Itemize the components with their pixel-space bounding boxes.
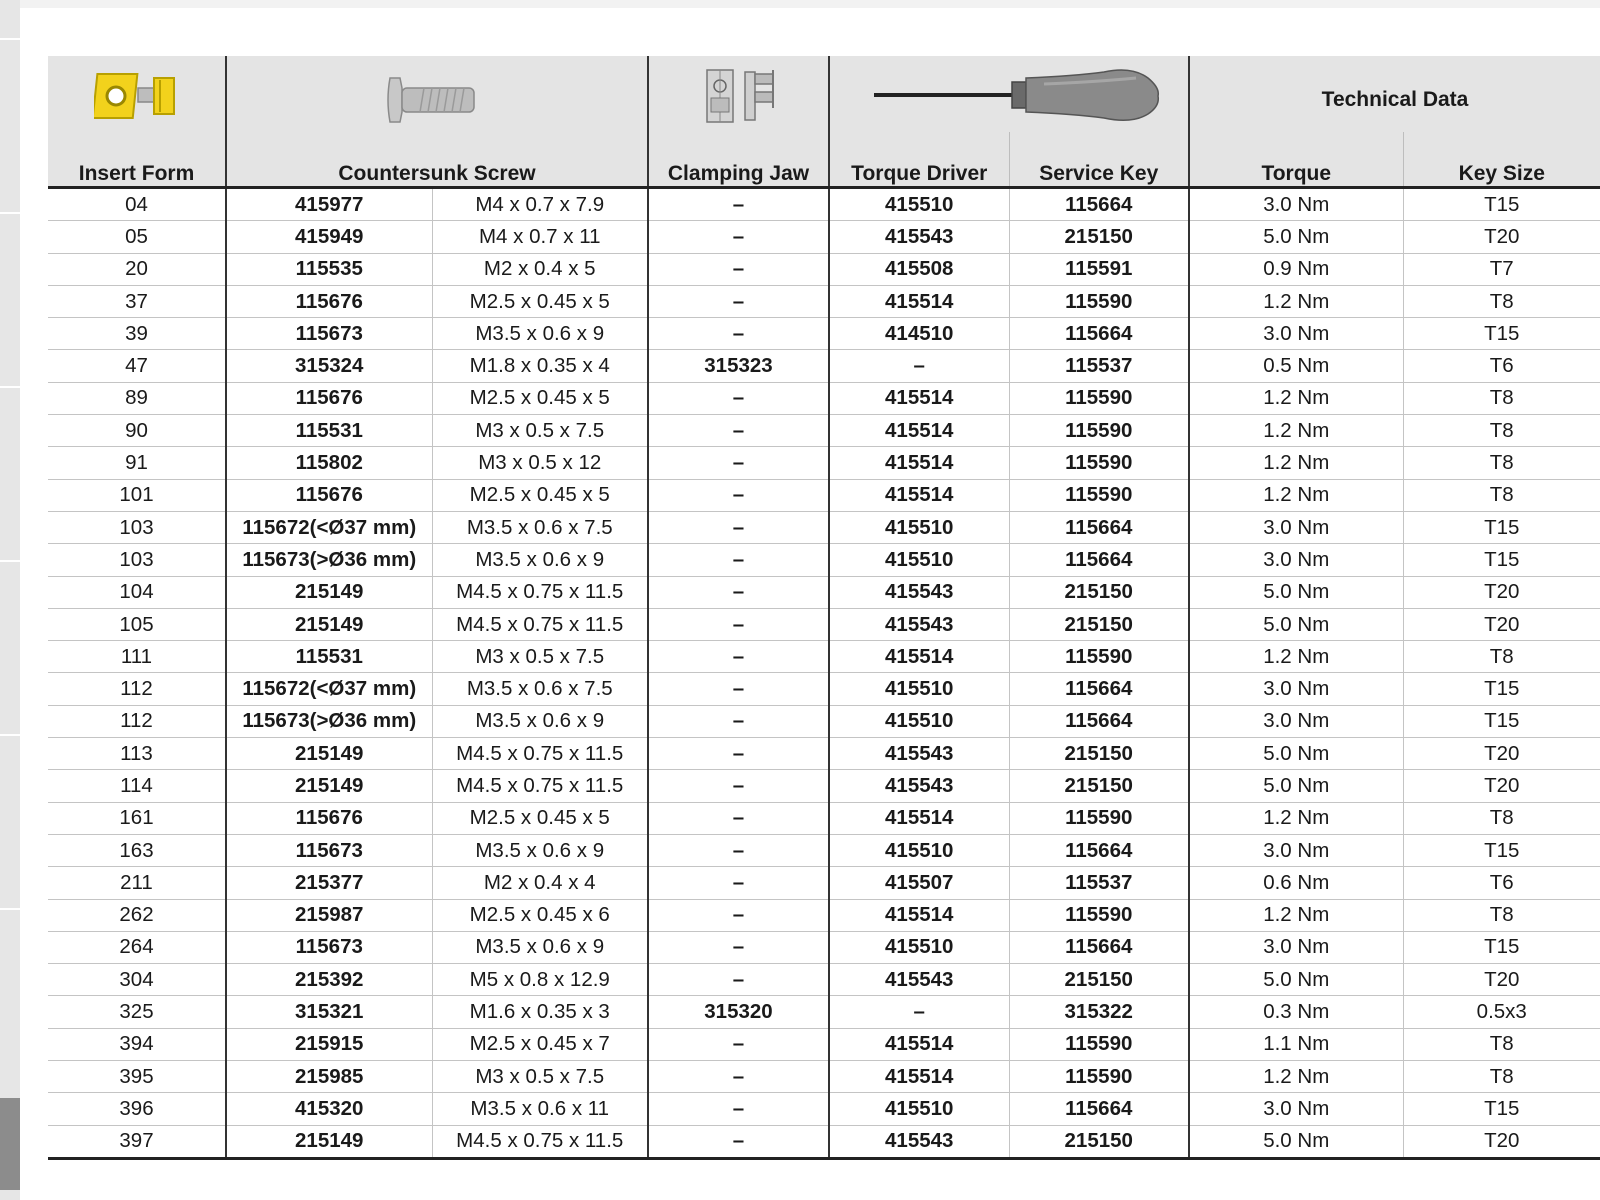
torque-driver-cell: 415543 [829,1125,1009,1158]
clamping-jaw-cell: – [648,834,829,866]
table-row [48,641,1600,673]
insert-form-cell: 264 [48,931,226,963]
key-size-cell: T20 [1403,738,1600,770]
torque-driver-icon [830,64,1188,132]
table-row [48,738,1600,770]
insert-form-cell: 397 [48,1125,226,1158]
clamping-jaw-cell: – [648,738,829,770]
service-key-cell: 115590 [1009,447,1189,479]
screw-thread-cell: M2 x 0.4 x 5 [432,253,648,285]
key-size-cell: T7 [1403,253,1600,285]
table-row [48,802,1600,834]
torque-value-cell: 3.0 Nm [1189,318,1403,350]
clamping-jaw-cell: – [648,1093,829,1125]
screw-part-number-cell: 115676 [226,802,432,834]
torque-driver-cell: 415514 [829,899,1009,931]
table-row [48,1061,1600,1093]
key-size-cell: T6 [1403,350,1600,382]
clamping-jaw-cell: – [648,479,829,511]
top-strip [20,0,1600,8]
insert-form-cell: 396 [48,1093,226,1125]
insert-form-cell: 111 [48,641,226,673]
table-row [48,1125,1600,1158]
insert-form-cell: 101 [48,479,226,511]
service-key-cell: 215150 [1009,221,1189,253]
side-tab-divider [0,734,20,736]
screw-thread-cell: M2.5 x 0.45 x 5 [432,382,648,414]
torque-driver-cell: 415543 [829,964,1009,996]
insert-icon [48,68,225,132]
torque-value-cell: 1.2 Nm [1189,285,1403,317]
clamping-jaw-cell: – [648,576,829,608]
clamping-jaw-cell: – [648,511,829,543]
clamping-jaw-cell: – [648,705,829,737]
torque-value-cell: 3.0 Nm [1189,188,1403,221]
table-row [48,318,1600,350]
screw-thread-cell: M4 x 0.7 x 7.9 [432,188,648,221]
screw-part-number-cell: 115673 [226,318,432,350]
clamping-jaw-cell: – [648,253,829,285]
screw-part-number-cell: 115673(>Ø36 mm) [226,705,432,737]
side-tab-divider [0,212,20,214]
side-tab-divider [0,560,20,562]
side-tab-active [0,1098,20,1190]
clamping-jaw-cell: – [648,673,829,705]
torque-value-cell: 3.0 Nm [1189,511,1403,543]
service-key-cell: 215150 [1009,608,1189,640]
key-size-cell: T20 [1403,576,1600,608]
screw-thread-cell: M3.5 x 0.6 x 11 [432,1093,648,1125]
key-size-cell: T20 [1403,1125,1600,1158]
torque-driver-cell: 415510 [829,188,1009,221]
table-row [48,511,1600,543]
screw-thread-cell: M5 x 0.8 x 12.9 [432,964,648,996]
torque-driver-cell: 415514 [829,1028,1009,1060]
screw-thread-cell: M3 x 0.5 x 7.5 [432,641,648,673]
screw-thread-cell: M4.5 x 0.75 x 11.5 [432,608,648,640]
screw-thread-cell: M3.5 x 0.6 x 9 [432,931,648,963]
torque-value-cell: 0.6 Nm [1189,867,1403,899]
torque-driver-cell: 415543 [829,221,1009,253]
screw-part-number-cell: 115531 [226,641,432,673]
service-key-cell: 115590 [1009,285,1189,317]
service-key-cell: 115664 [1009,705,1189,737]
service-key-cell: 215150 [1009,964,1189,996]
screw-part-number-cell: 115673(>Ø36 mm) [226,544,432,576]
clamping-jaw-header: Clamping Jaw [648,132,829,188]
service-key-cell: 115664 [1009,834,1189,866]
torque-driver-cell: 415510 [829,705,1009,737]
table-row [48,479,1600,511]
key-size-cell: T15 [1403,931,1600,963]
key-size-cell: T8 [1403,447,1600,479]
clamping-jaw-cell: – [648,1028,829,1060]
technical-data-header: Technical Data [1189,56,1600,132]
side-tab-divider [0,38,20,40]
clamping-jaw-cell: – [648,318,829,350]
clamping-jaw-cell: – [648,1061,829,1093]
torque-value-cell: 1.2 Nm [1189,479,1403,511]
insert-form-cell: 39 [48,318,226,350]
screw-thread-cell: M4.5 x 0.75 x 11.5 [432,1125,648,1158]
key-size-cell: T8 [1403,1061,1600,1093]
torque-driver-cell: – [829,350,1009,382]
key-size-cell: T20 [1403,221,1600,253]
insert-form-cell: 395 [48,1061,226,1093]
clamping-jaw-cell: – [648,382,829,414]
insert-form-cell: 89 [48,382,226,414]
insert-form-cell: 394 [48,1028,226,1060]
screw-part-number-cell: 215915 [226,1028,432,1060]
clamping-jaw-icon [649,66,828,132]
screw-part-number-cell: 215987 [226,899,432,931]
torque-driver-cell: 415514 [829,415,1009,447]
screw-thread-cell: M3.5 x 0.6 x 7.5 [432,673,648,705]
screw-part-number-cell: 215377 [226,867,432,899]
screw-part-number-cell: 115676 [226,382,432,414]
screw-part-number-cell: 415320 [226,1093,432,1125]
torque-value-cell: 5.0 Nm [1189,738,1403,770]
table-row [48,415,1600,447]
key-size-cell: T15 [1403,511,1600,543]
insert-form-cell: 37 [48,285,226,317]
service-key-cell: 215150 [1009,1125,1189,1158]
torque-value-cell: 5.0 Nm [1189,964,1403,996]
table-row [48,1028,1600,1060]
key-size-cell: T8 [1403,382,1600,414]
table-row [48,188,1600,221]
key-size-cell: T20 [1403,608,1600,640]
table-row [48,673,1600,705]
key-size-cell: T8 [1403,479,1600,511]
clamping-jaw-cell: – [648,188,829,221]
table-row [48,867,1600,899]
screw-icon-cell [226,56,648,132]
torque-value-cell: 3.0 Nm [1189,544,1403,576]
screw-thread-cell: M1.8 x 0.35 x 4 [432,350,648,382]
torque-value-cell: 0.9 Nm [1189,253,1403,285]
torque-value-cell: 1.2 Nm [1189,1061,1403,1093]
table-row [48,576,1600,608]
table-row [48,770,1600,802]
screw-part-number-cell: 215392 [226,964,432,996]
torque-value-cell: 1.2 Nm [1189,802,1403,834]
insert-form-cell: 112 [48,673,226,705]
table-row [48,285,1600,317]
table-row [48,964,1600,996]
torque-header: Torque [1189,132,1403,188]
screw-thread-cell: M4.5 x 0.75 x 11.5 [432,576,648,608]
torque-driver-header: Torque Driver [829,132,1009,188]
insert-form-cell: 20 [48,253,226,285]
service-key-cell: 215150 [1009,576,1189,608]
insert-form-icon-cell [48,56,226,132]
service-key-cell: 115664 [1009,188,1189,221]
service-key-cell: 115590 [1009,899,1189,931]
torque-value-cell: 1.2 Nm [1189,641,1403,673]
torque-value-cell: 3.0 Nm [1189,931,1403,963]
service-key-header: Service Key [1009,132,1189,188]
clamping-jaw-icon-cell [648,56,829,132]
screw-thread-cell: M2.5 x 0.45 x 6 [432,899,648,931]
service-key-cell: 115664 [1009,318,1189,350]
screw-part-number-cell: 115672(<Ø37 mm) [226,511,432,543]
clamping-jaw-cell: 315323 [648,350,829,382]
insert-form-cell: 04 [48,188,226,221]
table-row [48,1093,1600,1125]
service-key-cell: 115664 [1009,511,1189,543]
service-key-cell: 115590 [1009,641,1189,673]
insert-form-cell: 113 [48,738,226,770]
torque-driver-cell: 415510 [829,931,1009,963]
screw-thread-cell: M2 x 0.4 x 4 [432,867,648,899]
insert-form-cell: 112 [48,705,226,737]
key-size-cell: T8 [1403,899,1600,931]
torque-value-cell: 5.0 Nm [1189,608,1403,640]
torque-value-cell: 1.2 Nm [1189,447,1403,479]
key-size-cell: T20 [1403,964,1600,996]
torque-value-cell: 1.2 Nm [1189,382,1403,414]
clamping-jaw-cell: – [648,931,829,963]
screw-thread-cell: M3.5 x 0.6 x 9 [432,705,648,737]
torque-value-cell: 3.0 Nm [1189,1093,1403,1125]
key-size-cell: T6 [1403,867,1600,899]
torque-driver-cell: 415543 [829,576,1009,608]
torque-driver-cell: 415514 [829,802,1009,834]
service-key-cell: 115590 [1009,802,1189,834]
screw-thread-cell: M2.5 x 0.45 x 5 [432,285,648,317]
screw-part-number-cell: 215149 [226,1125,432,1158]
screw-thread-cell: M4.5 x 0.75 x 11.5 [432,770,648,802]
insert-form-cell: 163 [48,834,226,866]
clamping-jaw-cell: – [648,285,829,317]
key-size-header: Key Size [1403,132,1600,188]
screw-thread-cell: M2.5 x 0.45 x 7 [432,1028,648,1060]
screw-thread-cell: M3.5 x 0.6 x 9 [432,318,648,350]
torque-value-cell: 3.0 Nm [1189,673,1403,705]
torque-value-cell: 1.2 Nm [1189,415,1403,447]
side-tab-divider [0,908,20,910]
insert-form-cell: 103 [48,511,226,543]
key-size-cell: T15 [1403,544,1600,576]
screw-thread-cell: M3.5 x 0.6 x 7.5 [432,511,648,543]
insert-form-cell: 104 [48,576,226,608]
screw-part-number-cell: 315321 [226,996,432,1028]
torque-driver-cell: 415510 [829,834,1009,866]
service-key-cell: 115537 [1009,350,1189,382]
service-key-cell: 115590 [1009,382,1189,414]
table-row [48,382,1600,414]
service-key-cell: 115590 [1009,1028,1189,1060]
insert-form-cell: 05 [48,221,226,253]
screw-part-number-cell: 215149 [226,738,432,770]
table-row [48,447,1600,479]
torque-value-cell: 5.0 Nm [1189,576,1403,608]
side-tab-strip [0,0,20,1200]
clamping-jaw-cell: – [648,641,829,673]
torque-driver-cell: 414510 [829,318,1009,350]
screw-thread-cell: M2.5 x 0.45 x 5 [432,802,648,834]
screw-part-number-cell: 215149 [226,770,432,802]
screw-part-number-cell: 115673 [226,931,432,963]
screw-part-number-cell: 115673 [226,834,432,866]
torque-driver-cell: 415543 [829,770,1009,802]
torque-value-cell: 3.0 Nm [1189,705,1403,737]
screw-part-number-cell: 115535 [226,253,432,285]
clamping-jaw-cell: – [648,447,829,479]
table-row [48,544,1600,576]
torque-driver-cell: 415514 [829,641,1009,673]
screw-thread-cell: M3 x 0.5 x 7.5 [432,415,648,447]
torque-driver-cell: 415514 [829,1061,1009,1093]
key-size-cell: T8 [1403,415,1600,447]
screw-thread-cell: M2.5 x 0.45 x 5 [432,479,648,511]
table-row [48,221,1600,253]
insert-form-cell: 91 [48,447,226,479]
key-size-cell: T20 [1403,770,1600,802]
torque-value-cell: 1.2 Nm [1189,899,1403,931]
screw-part-number-cell: 115676 [226,285,432,317]
screw-thread-cell: M3 x 0.5 x 12 [432,447,648,479]
screw-part-number-cell: 115672(<Ø37 mm) [226,673,432,705]
torque-value-cell: 3.0 Nm [1189,834,1403,866]
service-key-cell: 115664 [1009,1093,1189,1125]
screw-part-number-cell: 115531 [226,415,432,447]
clamping-jaw-cell: – [648,1125,829,1158]
clamping-jaw-cell: – [648,964,829,996]
insert-form-cell: 325 [48,996,226,1028]
torque-driver-cell: 415514 [829,447,1009,479]
clamping-jaw-cell: – [648,770,829,802]
clamping-jaw-cell: – [648,608,829,640]
screw-part-number-cell: 215985 [226,1061,432,1093]
torque-driver-cell: 415508 [829,253,1009,285]
torque-driver-cell: 415510 [829,1093,1009,1125]
insert-form-cell: 114 [48,770,226,802]
torque-value-cell: 5.0 Nm [1189,1125,1403,1158]
screw-part-number-cell: 415977 [226,188,432,221]
service-key-cell: 115664 [1009,673,1189,705]
service-key-cell: 315322 [1009,996,1189,1028]
service-key-cell: 115590 [1009,415,1189,447]
screw-thread-cell: M4.5 x 0.75 x 11.5 [432,738,648,770]
service-key-cell: 215150 [1009,770,1189,802]
clamping-jaw-cell: – [648,867,829,899]
screw-part-number-cell: 315324 [226,350,432,382]
insert-form-cell: 103 [48,544,226,576]
screw-part-number-cell: 415949 [226,221,432,253]
insert-form-cell: 262 [48,899,226,931]
torque-value-cell: 5.0 Nm [1189,770,1403,802]
screw-thread-cell: M3 x 0.5 x 7.5 [432,1061,648,1093]
table-row [48,253,1600,285]
countersunk-screw-header: Countersunk Screw [226,132,648,188]
table-row [48,996,1600,1028]
torque-driver-cell: 415510 [829,511,1009,543]
torque-driver-cell: 415507 [829,867,1009,899]
torque-driver-cell: 415543 [829,738,1009,770]
insert-form-cell: 211 [48,867,226,899]
service-key-cell: 115591 [1009,253,1189,285]
screw-icon [227,74,647,132]
torque-driver-cell: – [829,996,1009,1028]
clamping-jaw-cell: – [648,802,829,834]
torque-value-cell: 5.0 Nm [1189,221,1403,253]
table-row [48,931,1600,963]
service-key-cell: 115664 [1009,544,1189,576]
torque-driver-cell: 415543 [829,608,1009,640]
torque-value-cell: 1.1 Nm [1189,1028,1403,1060]
screw-thread-cell: M1.6 x 0.35 x 3 [432,996,648,1028]
service-key-cell: 115590 [1009,1061,1189,1093]
table-row [48,899,1600,931]
insert-form-cell: 161 [48,802,226,834]
clamping-jaw-cell: 315320 [648,996,829,1028]
torque-value-cell: 0.3 Nm [1189,996,1403,1028]
spare-parts-table [48,56,1600,1160]
screw-part-number-cell: 215149 [226,608,432,640]
service-key-cell: 115537 [1009,867,1189,899]
key-size-cell: T15 [1403,673,1600,705]
key-size-cell: 0.5x3 [1403,996,1600,1028]
key-size-cell: T15 [1403,1093,1600,1125]
table-row [48,705,1600,737]
service-key-cell: 115590 [1009,479,1189,511]
screw-part-number-cell: 215149 [226,576,432,608]
key-size-cell: T15 [1403,318,1600,350]
screw-thread-cell: M3.5 x 0.6 x 9 [432,544,648,576]
torque-driver-cell: 415514 [829,285,1009,317]
clamping-jaw-cell: – [648,415,829,447]
torque-value-cell: 0.5 Nm [1189,350,1403,382]
insert-form-cell: 47 [48,350,226,382]
insert-form-cell: 90 [48,415,226,447]
screw-thread-cell: M4 x 0.7 x 11 [432,221,648,253]
insert-form-cell: 105 [48,608,226,640]
key-size-cell: T15 [1403,834,1600,866]
table-row [48,834,1600,866]
clamping-jaw-cell: – [648,221,829,253]
service-key-cell: 115664 [1009,931,1189,963]
torque-driver-cell: 415510 [829,673,1009,705]
service-key-cell: 215150 [1009,738,1189,770]
side-tab-divider [0,386,20,388]
key-size-cell: T8 [1403,802,1600,834]
clamping-jaw-cell: – [648,544,829,576]
key-size-cell: T15 [1403,705,1600,737]
clamping-jaw-cell: – [648,899,829,931]
key-size-cell: T8 [1403,641,1600,673]
torque-driver-cell: 415514 [829,382,1009,414]
key-size-cell: T8 [1403,285,1600,317]
insert-form-cell: 304 [48,964,226,996]
key-size-cell: T8 [1403,1028,1600,1060]
key-size-cell: T15 [1403,188,1600,221]
torque-driver-icon-cell [829,56,1189,132]
torque-driver-cell: 415514 [829,479,1009,511]
torque-driver-cell: 415510 [829,544,1009,576]
insert-form-header: Insert Form [48,132,226,188]
table-row [48,608,1600,640]
screw-part-number-cell: 115802 [226,447,432,479]
screw-thread-cell: M3.5 x 0.6 x 9 [432,834,648,866]
table-row [48,350,1600,382]
screw-part-number-cell: 115676 [226,479,432,511]
